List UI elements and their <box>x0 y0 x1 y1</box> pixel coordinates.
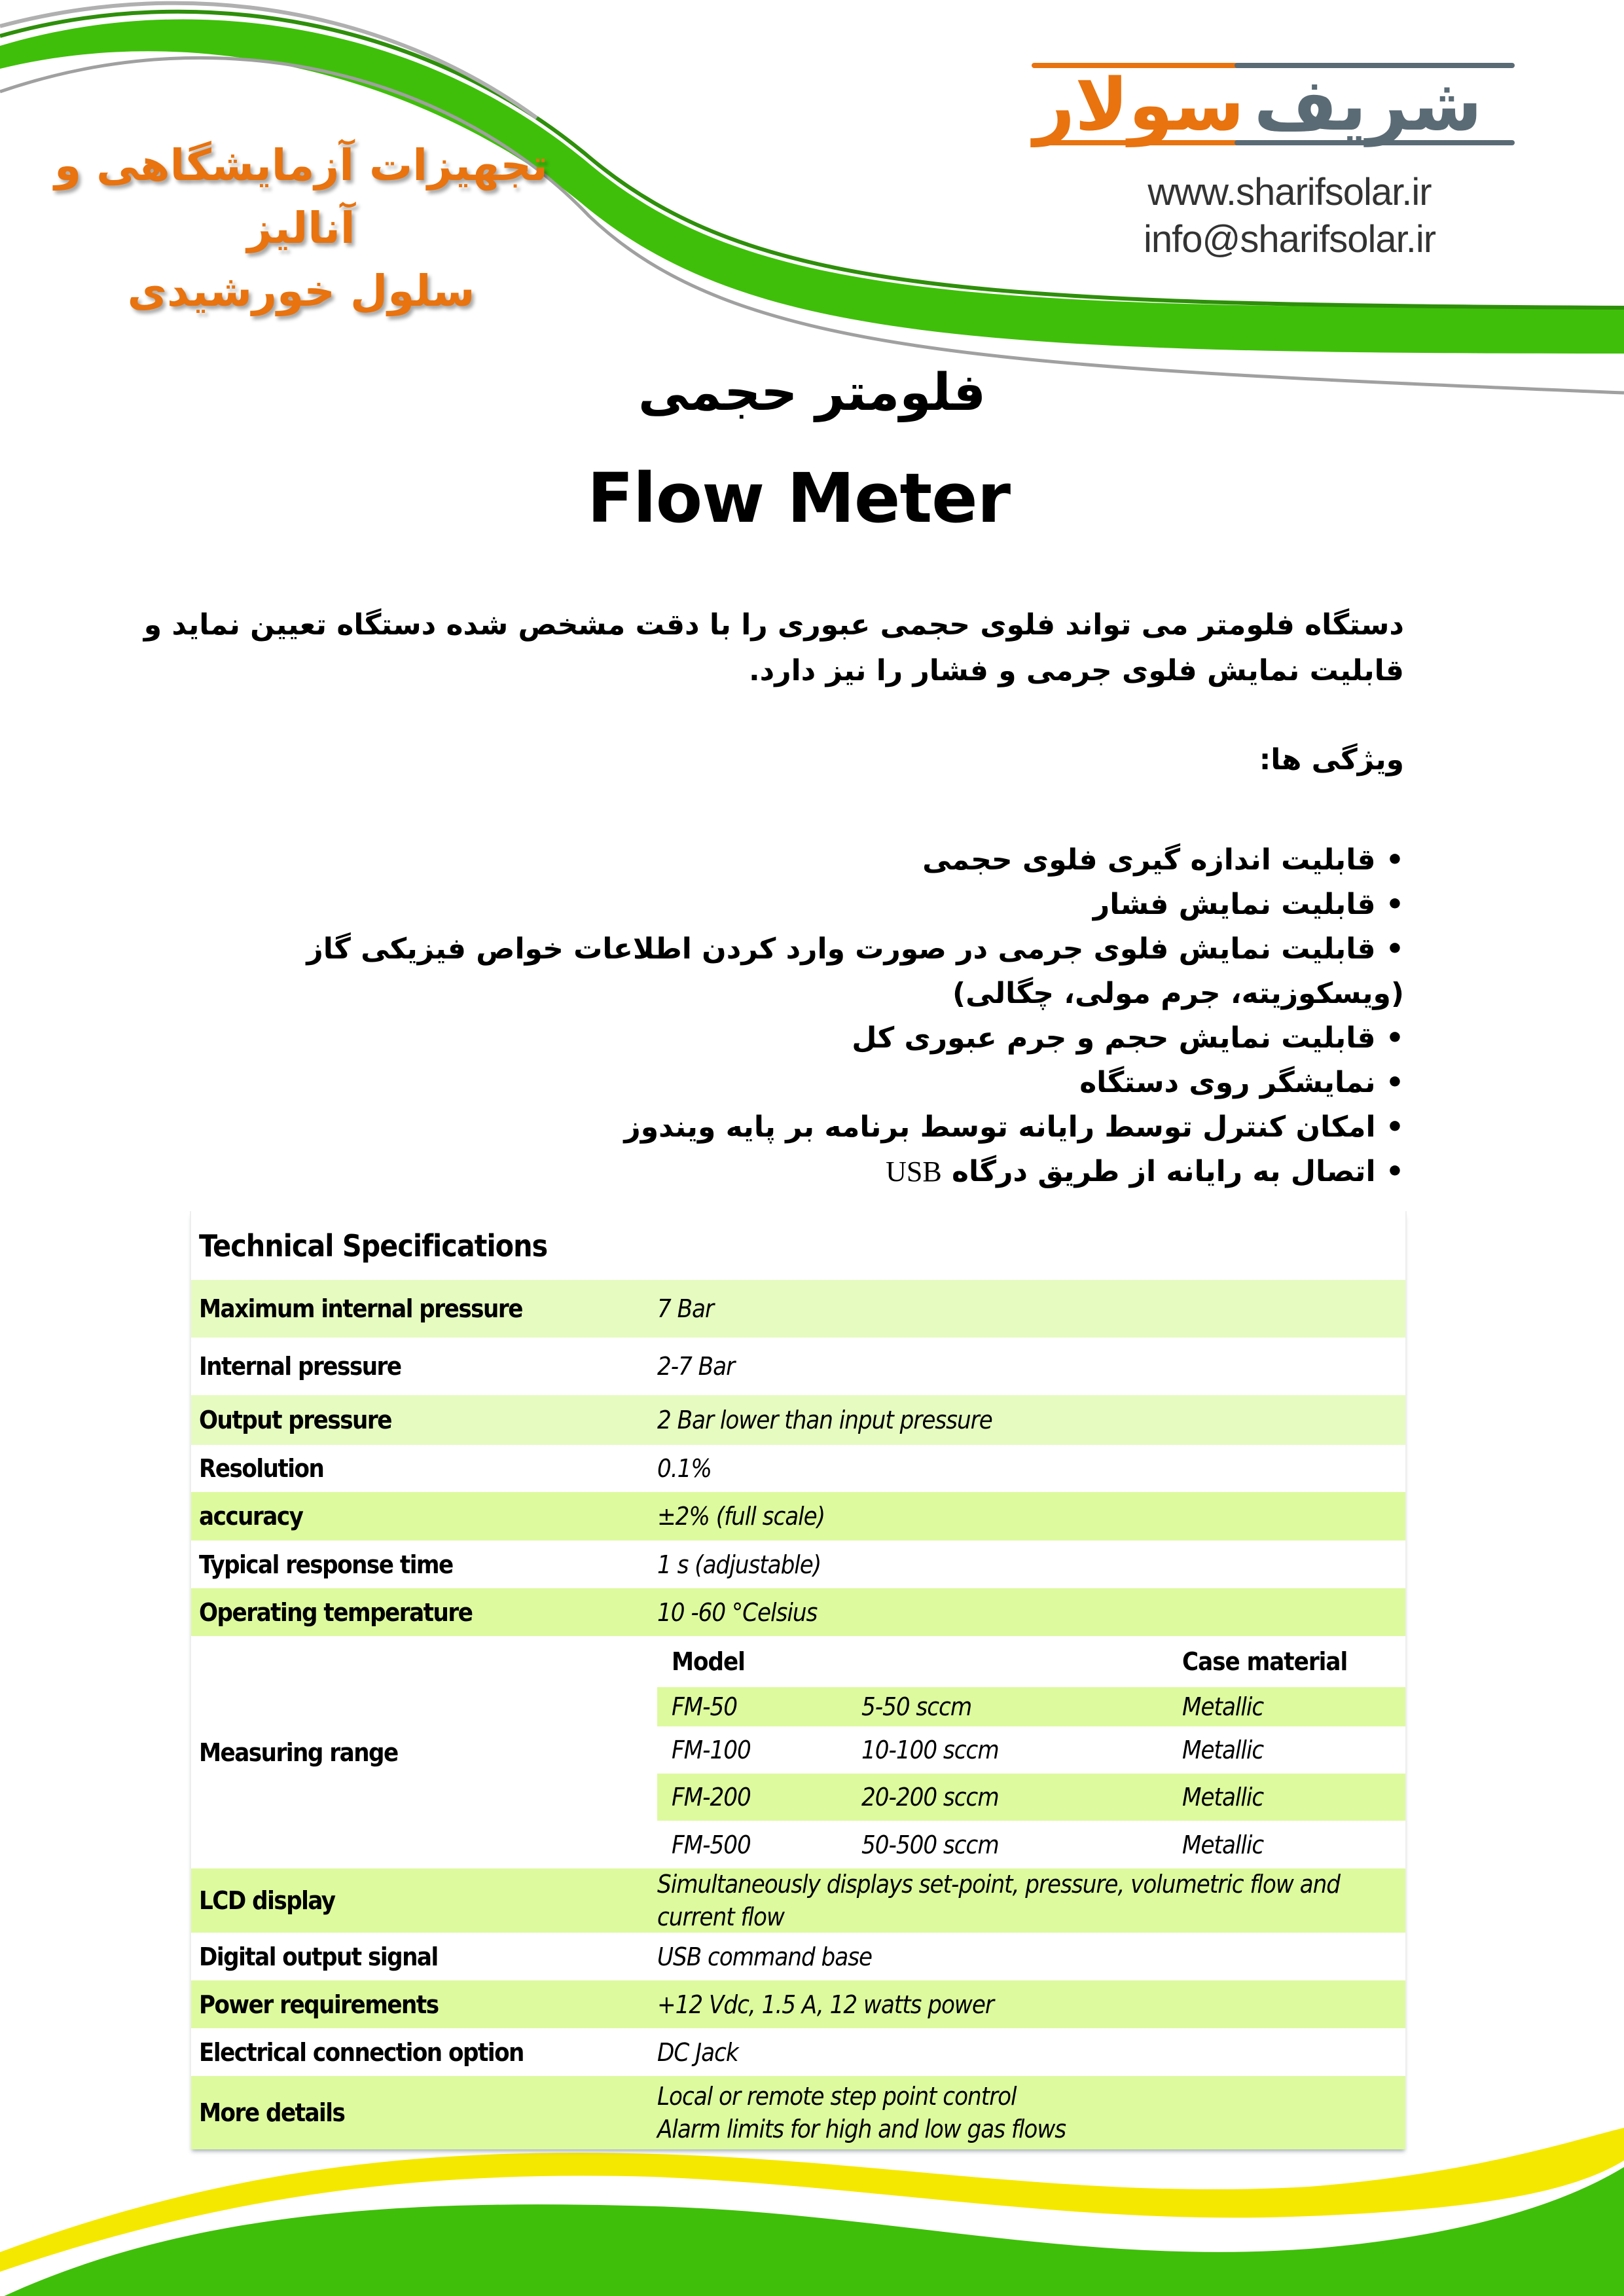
spec-value: USB command base <box>657 1942 873 1971</box>
spec-key: Output pressure <box>199 1406 391 1434</box>
spec-value: 2 Bar lower than input pressure <box>657 1406 992 1434</box>
slogan-line-2: سلول خورشیدی <box>127 266 475 316</box>
feature-item: • نمایشگر روی دستگاه <box>124 1061 1404 1105</box>
spec-key: LCD display <box>199 1886 335 1915</box>
spec-key: Operating temperature <box>199 1597 473 1627</box>
spec-row <box>191 1980 1405 2028</box>
spec-key: Resolution <box>199 1454 324 1483</box>
spec-value <box>657 2080 1405 2145</box>
company-logo <box>1028 52 1525 157</box>
measuring-range-row <box>191 1636 1405 1868</box>
models-header <box>657 1636 1405 1687</box>
model-case: Metallic <box>1182 1783 1264 1812</box>
spec-key: Power requirements <box>199 1990 439 2019</box>
spec-value: ±2% (full scale) <box>657 1502 825 1531</box>
header-case-material: Case material <box>1182 1647 1348 1676</box>
slogan-line-1: تجهیزات آزمایشگاهی و آنالیز <box>54 140 548 253</box>
spec-row <box>191 1868 1405 1933</box>
technical-specifications-table <box>190 1211 1407 2149</box>
page-title-persian: فلومتر حجمی <box>638 363 986 422</box>
model-case: Metallic <box>1182 1736 1264 1764</box>
contact-info <box>1087 169 1492 263</box>
header-slogan <box>39 134 563 323</box>
spec-key: accuracy <box>199 1502 303 1531</box>
model-range: 10-100 sccm <box>861 1736 999 1764</box>
spec-row <box>191 2028 1405 2076</box>
spec-row <box>191 1280 1405 1338</box>
spec-row <box>191 1540 1405 1588</box>
model-row <box>657 1821 1405 1868</box>
spec-value-line: Alarm limits for high and low gas flows <box>657 2115 1066 2143</box>
spec-value: DC Jack <box>657 2037 738 2067</box>
feature-item: • امکان کنترل توسط رایانه توسط برنامه بر پایه ویندوز <box>124 1105 1404 1150</box>
website-link[interactable]: www.sharifsolar.ir <box>1147 171 1432 213</box>
feature-item: • قابلیت نمایش حجم و جرم عبوری کل <box>124 1016 1404 1061</box>
intro-paragraph: دستگاه فلومتر می تواند فلوی حجمی عبوری را با دقت مشخص شده دستگاه تعیین نماید و قابلیت نمایش فلوی جرمی و فشار را نیز دارد. <box>143 608 1404 687</box>
feature-item: • اتصال به رایانه از طریق درگاه USB <box>124 1150 1404 1194</box>
model-range: 50-500 sccm <box>861 1830 999 1859</box>
spec-value-line: Local or remote step point control <box>657 2082 1017 2111</box>
model-name: FM-200 <box>672 1783 751 1812</box>
logo-icon <box>1028 52 1525 157</box>
spec-value: 7 Bar <box>657 1294 714 1323</box>
spec-key: Typical response time <box>199 1550 453 1579</box>
email-link[interactable]: info@sharifsolar.ir <box>1143 218 1436 261</box>
spec-row <box>191 1492 1405 1540</box>
spec-value: 2-7 Bar <box>657 1352 735 1381</box>
spec-row <box>191 1933 1405 1980</box>
feature-item: • قابلیت نمایش فلوی جرمی در صورت وارد کردن اطلاعات خواص فیزیکی گاز (ویسکوزیته، جرم مولی، چگالی) <box>124 927 1404 1016</box>
features-list <box>124 838 1404 1194</box>
features-heading: ویژگی ها: <box>1259 743 1404 776</box>
model-case: Metallic <box>1182 1692 1264 1721</box>
model-name: FM-500 <box>672 1830 751 1859</box>
model-range: 5-50 sccm <box>861 1692 972 1721</box>
spec-key: Maximum internal pressure <box>199 1294 522 1323</box>
models-subtable <box>657 1636 1405 1868</box>
spec-value: 10 -60 °Celsius <box>657 1597 818 1627</box>
logo-text-gray: شریف <box>1254 63 1483 147</box>
header-model: Model <box>672 1647 745 1676</box>
model-name: FM-100 <box>672 1736 751 1764</box>
spec-key: Internal pressure <box>199 1352 401 1381</box>
spec-row <box>191 1395 1405 1445</box>
spec-value: 1 s (adjustable) <box>657 1550 821 1579</box>
spec-value: Simultaneously displays set-point, pressure, volumetric flow and current flow <box>657 1870 1340 1931</box>
spec-row <box>191 1445 1405 1492</box>
usb-label: USB <box>886 1156 942 1188</box>
spec-value: +12 Vdc, 1.5 A, 12 watts power <box>657 1990 994 2019</box>
model-case: Metallic <box>1182 1830 1264 1859</box>
spec-key: More details <box>199 2098 345 2127</box>
spec-key: Measuring range <box>199 1738 398 1767</box>
spec-table-title: Technical Specifications <box>199 1228 548 1264</box>
spec-row <box>191 2076 1405 2149</box>
logo-text-orange: سولار <box>1033 63 1245 147</box>
spec-value: 0.1% <box>657 1454 712 1483</box>
spec-key: Electrical connection option <box>199 2037 524 2067</box>
spec-key: Digital output signal <box>199 1942 438 1971</box>
feature-item: • قابلیت نمایش فشار <box>124 883 1404 927</box>
model-row <box>657 1726 1405 1774</box>
model-row <box>657 1687 1405 1726</box>
spec-row <box>191 1588 1405 1636</box>
model-row <box>657 1774 1405 1821</box>
page-title-english: Flow Meter <box>587 458 1010 538</box>
spec-row <box>191 1338 1405 1395</box>
feature-item: • قابلیت اندازه گیری فلوی حجمی <box>124 838 1404 883</box>
model-name: FM-50 <box>672 1692 738 1721</box>
model-range: 20-200 sccm <box>861 1783 999 1812</box>
footer-wave-decoration <box>0 2128 1624 2296</box>
